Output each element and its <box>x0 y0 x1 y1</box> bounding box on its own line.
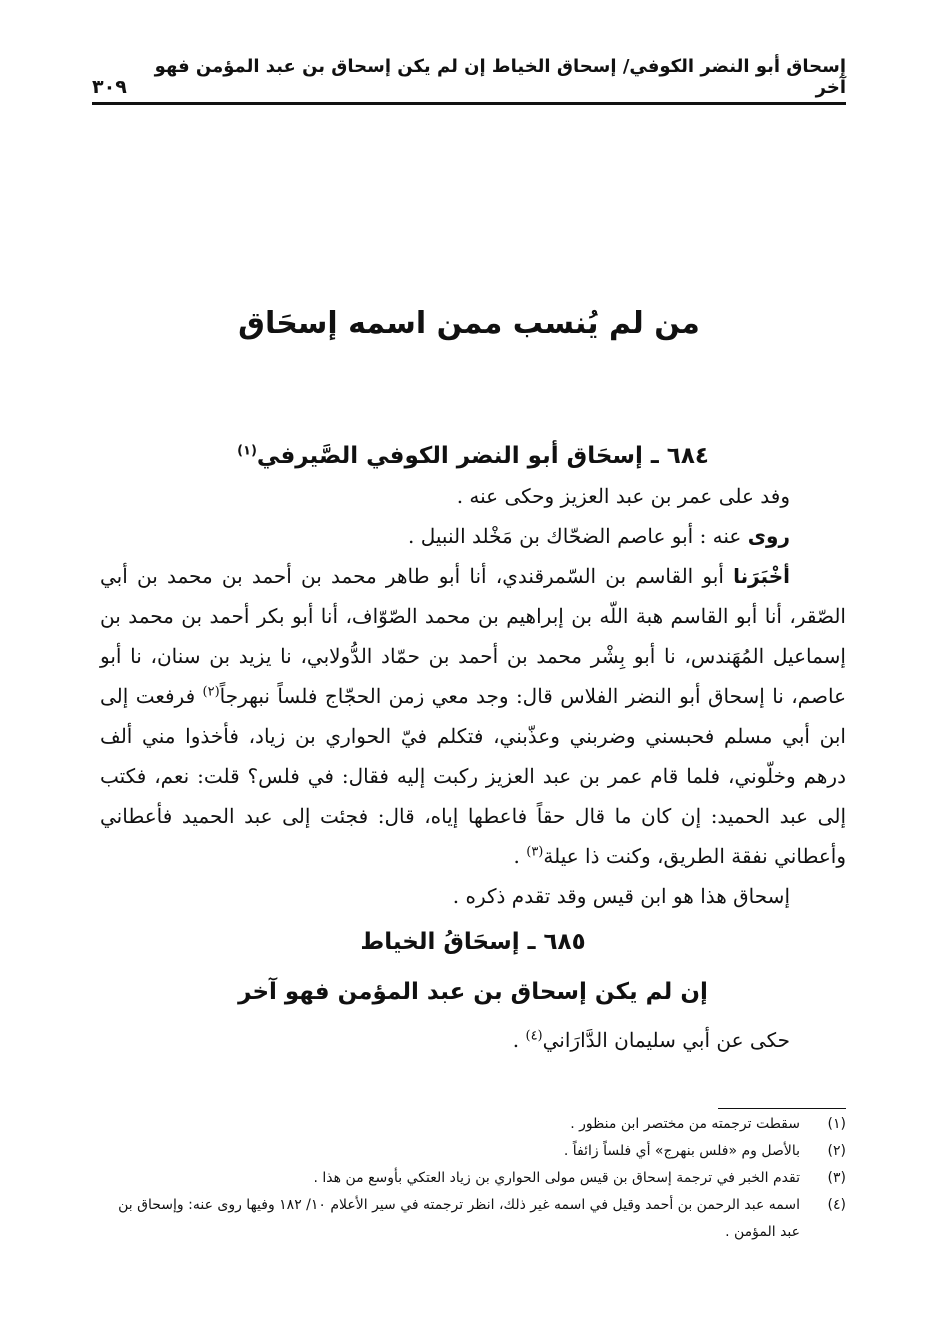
footnote-ref-2: (٢) <box>202 684 220 700</box>
footnote-text: تقدم الخبر في ترجمة إسحاق بن قيس مولى الحواري بن زياد العتكي بأوسع من هذا . <box>313 1170 800 1186</box>
end-dot: . <box>513 844 527 868</box>
running-header <box>92 56 846 105</box>
footnote-4 <box>104 1192 846 1246</box>
footnote-text: بالأصل وم «فلس بنهرج» أي فلساً زائفاً . <box>563 1143 800 1159</box>
footnote-text: اسمه عبد الرحمن بن أحمد وقيل في اسمه غير ذلك، انظر ترجمته في سير الأعلام ١٠/ ١٨٢ وفيها روى عنه: وإسحاق بن عبد المؤمن . <box>118 1197 800 1240</box>
section-title: من لم يُنسب ممن اسمه إسحَاق <box>238 306 700 341</box>
end-dot-2: . <box>512 1028 526 1052</box>
footnote-ref-4: (٤) <box>525 1028 543 1044</box>
main-text <box>100 436 846 1060</box>
paragraph-visit: وفد على عمر بن عبد العزيز وحكى عنه . <box>456 484 790 508</box>
entry-subheading-685: إن لم يكن إسحاق بن عبد المؤمن فهو آخر <box>238 979 708 1005</box>
entry-heading-685: ٦٨٥ ـ إسحَاقُ الخياط <box>360 929 586 955</box>
footnote-number: (٣) <box>827 1170 846 1186</box>
paragraph-closing: إسحاق هذا هو ابن قيس وقد تقدم ذكره . <box>452 884 790 908</box>
footnote-number: (٤) <box>827 1197 846 1213</box>
hakaa-text: حكى عن أبي سليمان الدَّارَاني <box>542 1028 790 1052</box>
akhbarana-text-2: فرفعت إلى ابن أبي مسلم فحبسني وضربني وعذّبني، فتكلم فيّ الحواري بن زياد، فأخذوا مني ألف درهم وخلّوني، فلما قام عمر بن عبد العزيز ركبت إليه فقال: في فلس؟ قلت: نعم، فكتب إلى عبد الحميد: إن كان ما قال حقاً فاعطها إياه، قال: فجئت إلى عبد الحميد فأعطاني وأعطاني نفقة الطريق، وكنت ذا عيلة <box>100 684 846 868</box>
paragraph-akhbarana <box>100 556 846 876</box>
paragraph-hakaa <box>100 1020 846 1060</box>
footnote-3 <box>104 1165 846 1192</box>
rawa-text: عنه : أبو عاصم الضحّاك بن مَخْلد النبيل . <box>408 524 742 548</box>
footnote-1 <box>104 1111 846 1138</box>
akhbarana-label: أخْبَرَنا <box>733 564 790 588</box>
akhbarana-text: أبو القاسم بن السّمرقندي، أنا أبو طاهر محمد بن أحمد بن محمد بن أبي الصّقر، أنا أبو القاسم هبة اللّه بن إبراهيم بن محمد الصّوّاف، أنا أبو بكر أحمد بن محمد بن إسماعيل المُهَندس، نا أبو بِشْر محمد بن أحمد بن حمّاد الدُّولابي، نا يزيد بن سنان، نا أبو عاصم، نا إسحاق أبو النضر الفلاس قال: وجد معي زمن الحجّاج فلساً نبهرجاً <box>100 564 847 708</box>
footnote-ref-1: (١) <box>237 443 257 459</box>
footnote-number: (١) <box>827 1116 846 1132</box>
page-number: ٣٠٩ <box>92 76 127 98</box>
footnote-ref-3: (٣) <box>526 844 544 860</box>
footnote-text: سقطت ترجمته من مختصر ابن منظور . <box>570 1116 800 1132</box>
entry-heading-684 <box>100 436 846 476</box>
entry-heading-text: ٦٨٤ ـ إسحَاق أبو النضر الكوفي الصَّيرفي <box>256 443 709 469</box>
footnote-number: (٢) <box>827 1143 846 1159</box>
footnote-divider <box>718 1108 846 1109</box>
footnote-2 <box>104 1138 846 1165</box>
rawa-label: روى <box>747 524 790 548</box>
running-title: إسحاق أبو النضر الكوفي/ إسحاق الخياط إن لم يكن إسحاق بن عبد المؤمن فهو آخر <box>154 56 846 98</box>
footnotes <box>104 1108 846 1246</box>
paragraph-rawa <box>100 516 846 556</box>
